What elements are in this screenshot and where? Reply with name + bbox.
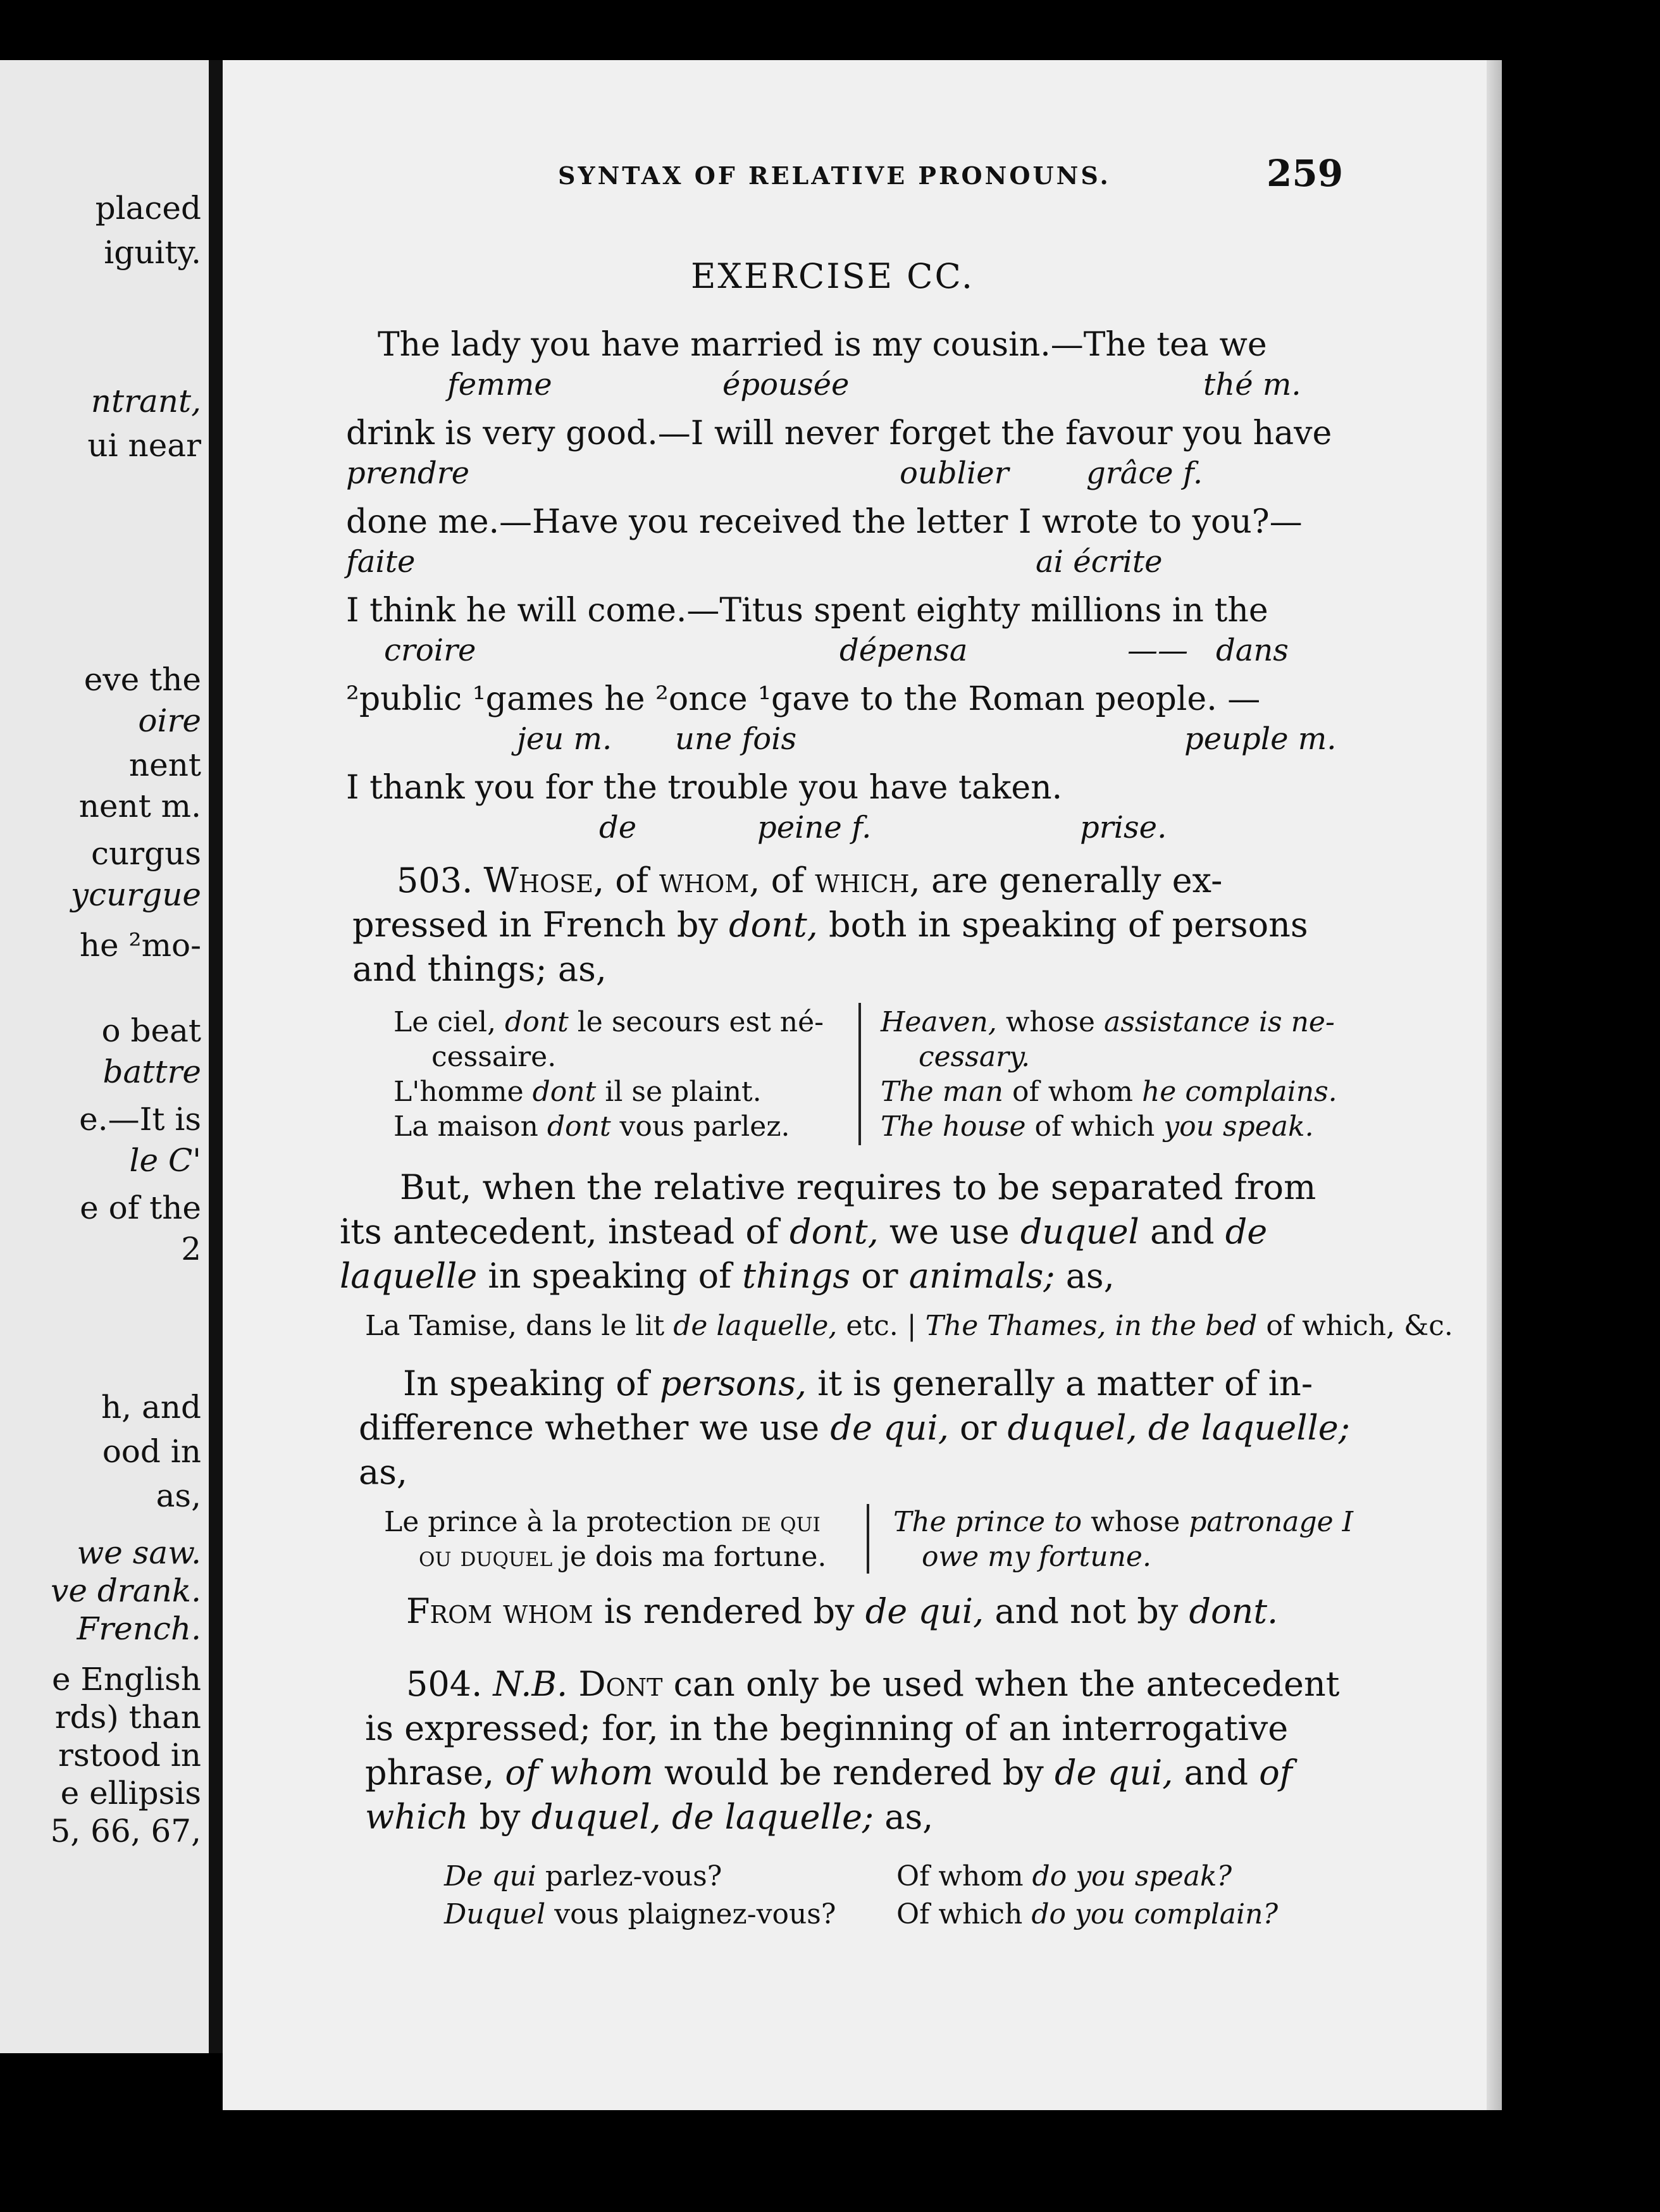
example-en: cessary. bbox=[919, 1041, 1031, 1073]
left-page-text-fragment: o beat bbox=[101, 1012, 201, 1049]
left-page-text-fragment: ntrant, bbox=[90, 383, 201, 419]
book-gutter bbox=[209, 60, 223, 2053]
para-but-line-1: But, when the relative requires to be separated from bbox=[400, 1167, 1316, 1207]
example-504-en: Of which do you complain? bbox=[896, 1898, 1279, 1930]
exercise-gloss: —— bbox=[1127, 633, 1188, 668]
exercise-gloss: ai écrite bbox=[1036, 544, 1163, 580]
left-page-text-fragment: curgus bbox=[91, 835, 201, 872]
left-page-text-fragment: nent bbox=[128, 747, 201, 783]
right-page bbox=[223, 60, 1502, 2110]
para-persons-line-2: difference whether we use de qui, or duquel, de laquelle; bbox=[359, 1408, 1350, 1448]
left-page-text-fragment: French. bbox=[77, 1610, 201, 1647]
left-page-text-fragment: ui near bbox=[87, 427, 201, 464]
left-page-text-fragment: e English bbox=[51, 1661, 201, 1698]
exercise-gloss: jeu m. bbox=[517, 721, 612, 757]
left-page-text-fragment: ood in bbox=[102, 1433, 201, 1470]
example-504-en: Of whom do you speak? bbox=[896, 1860, 1232, 1892]
exercise-gloss: prendre bbox=[346, 456, 470, 491]
exercise-line-2: drink is very good.—I will never forget the favour you have bbox=[346, 414, 1332, 452]
exercise-title: EXERCISE CC. bbox=[691, 256, 975, 296]
para-from-whom: From whom is rendered by de qui, and not by dont. bbox=[406, 1591, 1279, 1631]
example-504-fr: De qui parlez-vous? bbox=[444, 1860, 722, 1892]
left-page-text-fragment: eve the bbox=[84, 661, 201, 698]
para-persons-line-1: In speaking of persons, it is generally a matter of in- bbox=[403, 1364, 1313, 1403]
left-page-text-fragment: oire bbox=[138, 702, 201, 739]
para-504-line-3: phrase, of whom would be rendered by de qui, and of bbox=[365, 1753, 1292, 1793]
example-fr: cessaire. bbox=[431, 1041, 557, 1073]
exercise-gloss: croire bbox=[384, 633, 476, 668]
example-prince-fr: Le prince à la protection de qui bbox=[384, 1506, 821, 1538]
example-prince-en: The prince to whose patronage I bbox=[893, 1506, 1354, 1538]
para-but-line-3: laquelle in speaking of things or animals; as, bbox=[340, 1256, 1115, 1296]
left-page-text-fragment: rds) than bbox=[54, 1699, 201, 1736]
example-prince-en: owe my fortune. bbox=[922, 1541, 1151, 1573]
exercise-gloss: une fois bbox=[675, 721, 797, 757]
exercise-line-5: ²public ¹games he ²once ¹gave to the Roman people. — bbox=[346, 680, 1261, 718]
example-en: The house of which you speak. bbox=[881, 1110, 1314, 1143]
left-page-text-fragment: ve drank. bbox=[51, 1572, 201, 1609]
exercise-gloss: dépensa bbox=[839, 633, 968, 668]
para-but-line-2: its antecedent, instead of dont, we use duquel and de bbox=[340, 1212, 1268, 1252]
exercise-gloss: grâce f. bbox=[1086, 456, 1203, 491]
page-number: 259 bbox=[1267, 152, 1344, 195]
para-504-line-4: which by duquel, de laquelle; as, bbox=[365, 1797, 934, 1837]
left-page-text-fragment: le C' bbox=[129, 1142, 201, 1179]
column-divider bbox=[867, 1504, 869, 1574]
column-divider bbox=[858, 1003, 861, 1145]
example-en: Heaven, whose assistance is ne- bbox=[881, 1006, 1335, 1038]
exercise-line-3: done me.—Have you received the letter I wrote to you?— bbox=[346, 503, 1303, 541]
left-page-text-fragment: as, bbox=[156, 1477, 201, 1514]
left-page-text-fragment: e ellipsis bbox=[60, 1775, 201, 1811]
example-prince-fr: ou duquel je dois ma fortune. bbox=[419, 1541, 827, 1573]
exercise-line-6: I thank you for the trouble you have taken. bbox=[346, 769, 1063, 807]
exercise-line-4: I think he will come.—Titus spent eighty millions in the bbox=[346, 592, 1268, 630]
example-thames: La Tamise, dans le lit de laquelle, etc. | The Thames, in the bed of which, &c. bbox=[365, 1310, 1453, 1342]
para-persons-line-3: as, bbox=[359, 1452, 408, 1492]
running-head: SYNTAX OF RELATIVE PRONOUNS. bbox=[558, 161, 1111, 190]
left-page-text-fragment: he ²mo- bbox=[79, 927, 201, 964]
left-page-text-fragment: nent m. bbox=[78, 788, 201, 824]
exercise-gloss: épousée bbox=[722, 367, 850, 402]
para-504-line-2: is expressed; for, in the beginning of an interrogative bbox=[365, 1708, 1289, 1748]
exercise-gloss: femme bbox=[447, 367, 552, 402]
left-page-text-fragment: we saw. bbox=[77, 1534, 201, 1571]
left-page-text-fragment: placed bbox=[95, 190, 201, 227]
left-page-text-fragment: e of the bbox=[80, 1190, 201, 1226]
left-page-text-fragment: e.—It is bbox=[79, 1101, 201, 1138]
exercise-gloss: peuple m. bbox=[1184, 721, 1337, 757]
left-page-text-fragment: h, and bbox=[101, 1389, 201, 1426]
left-page-text-fragment: 5, 66, 67, bbox=[50, 1813, 201, 1849]
exercise-gloss: oublier bbox=[900, 456, 1009, 491]
exercise-gloss: peine f. bbox=[757, 810, 872, 845]
para-503-line-3: and things; as, bbox=[352, 949, 607, 989]
para-503-line-2: pressed in French by dont, both in speaking of persons bbox=[352, 905, 1308, 945]
page-edge bbox=[1487, 60, 1502, 2110]
left-page bbox=[0, 60, 209, 2053]
left-page-text-fragment: battre bbox=[102, 1053, 201, 1090]
exercise-gloss: faite bbox=[346, 544, 416, 580]
exercise-gloss: prise. bbox=[1080, 810, 1167, 845]
exercise-gloss: thé m. bbox=[1203, 367, 1301, 402]
left-page-text-fragment: iguity. bbox=[104, 234, 201, 271]
example-fr: Le ciel, dont le secours est né- bbox=[393, 1006, 824, 1038]
left-page-text-fragment: rstood in bbox=[58, 1737, 201, 1774]
exercise-gloss: dans bbox=[1216, 633, 1289, 668]
example-fr: L'homme dont il se plaint. bbox=[393, 1076, 762, 1108]
left-page-text-fragment: ycurgue bbox=[70, 876, 201, 913]
example-en: The man of whom he complains. bbox=[881, 1076, 1337, 1108]
example-fr: La maison dont vous parlez. bbox=[393, 1110, 790, 1143]
exercise-line-1: The lady you have married is my cousin.—The tea we bbox=[378, 326, 1267, 364]
para-503-line-1: 503. Whose, of whom, of which, are generally ex- bbox=[397, 861, 1223, 900]
example-504-fr: Duquel vous plaignez-vous? bbox=[444, 1898, 836, 1930]
exercise-gloss: de bbox=[599, 810, 637, 845]
para-504-line-1: 504. N.B. Dont can only be used when the antecedent bbox=[406, 1664, 1340, 1704]
left-page-text-fragment: 2 bbox=[181, 1231, 201, 1267]
